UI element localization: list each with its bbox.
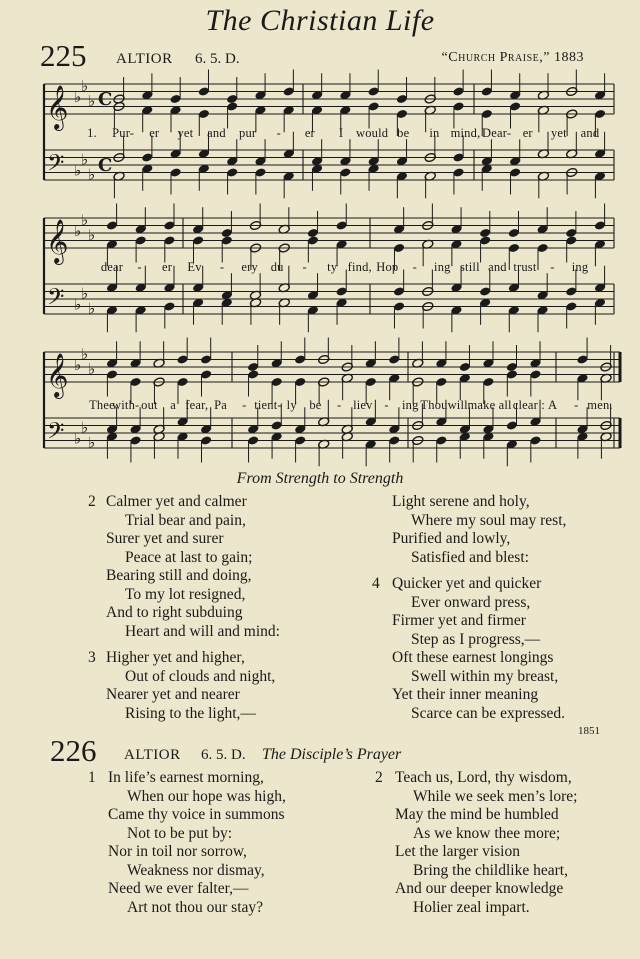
lyric-syllable: liev [353,398,373,412]
lyric-syllable: - [137,260,142,274]
verse-line: And to right subduing [106,604,243,621]
lyric-syllable: still [459,260,480,274]
bass-clef-icon: 𝄢 [47,150,65,182]
hymn-subtitle: The Disciple’s Prayer [262,746,402,763]
lyric-syllable: - [219,260,225,274]
flat-icon: ♭ [88,225,96,244]
flat-icon: ♭ [81,210,89,229]
lyric-syllable: - [574,398,579,412]
flat-icon: ♭ [81,150,89,169]
lyric-syllable: a [170,398,177,412]
lyric-syllable: in [429,126,440,140]
flat-icon: ♭ [88,165,96,184]
treble-clef-icon: 𝄞 [46,219,69,263]
treble-clef-icon: 𝄞 [46,85,69,129]
lyric-syllable: ing [401,398,419,412]
lyric-syllable: Dear- [482,126,512,140]
lyric-syllable: - [276,126,281,140]
verse-line: Out of clouds and night, [125,667,276,685]
lyric-syllable: Pur- [112,126,135,140]
lyric-syllable: - [412,260,417,274]
verse-line: Satisfied and blest: [411,548,529,566]
lyric-syllable: - [242,398,247,412]
lyric-syllable: Ev [187,260,202,274]
lyric-syllable: yet [550,126,567,140]
verse-line: And our deeper knowledge [395,880,564,897]
lyric-syllable: be [309,398,322,412]
verse-line: Teach us, Lord, thy wisdom, [395,769,572,786]
lyric-syllable: Hop [376,260,399,274]
lyric-syllable: tient- [254,398,282,412]
verse-line: Scarce can be expressed. [411,704,566,722]
common-time-icon: C [98,89,113,110]
lyric-syllable: will [447,398,468,412]
lyric-syllable: I [338,126,344,140]
verse-line: Let the larger vision [395,843,520,860]
lyric-syllable: and [488,260,507,274]
lyric-syllable: - [336,398,342,412]
verse-line: Quicker yet and quicker [392,575,542,592]
flat-icon: ♭ [74,429,82,448]
flat-icon: ♭ [74,295,82,314]
page-title: The Christian Life [205,4,435,37]
verse-line: Art not thou our stay? [127,898,264,916]
verse-line: As we know thee more; [413,824,561,842]
verse-line: Holier zeal impart. [413,898,530,916]
lyric-syllable: would [356,126,389,140]
lyric-syllable: mind, [450,126,481,140]
verse-line: Bring the childlike heart, [413,861,568,879]
verse-line: Oft these earnest longings [392,649,554,666]
lyric-syllable: find, [347,260,372,274]
lyric-syllable: fear, [185,398,209,412]
verse-line: Bearing still and doing, [106,567,252,584]
verse-line: Rising to the light,— [125,704,256,722]
verse-line: Surer yet and surer [106,530,224,547]
lyric-syllable: ty [327,260,338,274]
verse-line: Purified and lowly, [392,530,511,547]
verse-number: 2 [375,769,383,786]
lyric-syllable: and [580,126,600,140]
flat-icon: ♭ [88,359,96,378]
lyric-syllable: dear [100,260,124,274]
verse-line: Peace at last to gain; [125,548,253,566]
meter: 6. 5. D. [201,747,246,763]
verse-line: Nearer yet and nearer [106,686,240,703]
verse-line: Heart and will and mind: [125,622,280,640]
tune-name: ALTIOR [116,51,173,67]
hymn-subtitle: From Strength to Strength [236,470,404,487]
verse-line: Not to be put by: [127,824,233,842]
hymn-number: 226 [50,733,97,768]
verse-line: Where my soul may rest, [411,511,567,529]
lyric-syllable: er [161,260,173,274]
verse-number: 2 [88,493,96,510]
flat-icon: ♭ [81,284,89,303]
verse-line: When our hope was high, [127,787,286,805]
verse-line: Firmer yet and firmer [392,612,526,629]
lyric-syllable: Thou [420,398,448,412]
verse-line: To my lot resigned, [125,585,246,603]
verse-line: Swell within my breast, [411,667,559,685]
lyric-syllable: be [397,126,410,140]
verse-line: Weakness nor dismay, [127,861,265,879]
lyric-syllable: ing [571,260,589,274]
lyric-syllable: 1. [87,126,97,140]
lyric-syllable: er [304,126,315,140]
bass-clef-icon: 𝄢 [47,284,65,316]
verse-line: May the mind be humbled [395,806,559,823]
lyric-syllable: out [141,398,158,412]
flat-icon: ♭ [81,76,89,95]
verse-line: Trial bear and pain, [125,511,246,529]
verse-line: Ever onward press, [411,593,531,611]
lyric-syllable: yet [177,126,194,140]
flat-icon: ♭ [74,88,82,106]
flat-icon: ♭ [81,418,89,437]
lyric-syllable: all [498,398,512,412]
common-time-icon: C [98,155,113,176]
lyric-syllable: ly [286,398,297,412]
lyric-syllable: - [384,398,389,412]
lyric-syllable: pur [238,126,257,140]
flat-icon: ♭ [81,344,89,363]
verse-line: Nor in toil nor sorrow, [108,843,247,860]
verse-number: 3 [88,649,96,666]
bass-clef-icon: 𝄢 [47,418,65,450]
lyric-syllable: men. [587,398,613,412]
verse-line: Step as I progress,— [411,630,541,648]
lyric-syllable: clear : [512,398,545,412]
verse-line: Light serene and holy, [392,493,530,510]
verse-number: 1 [88,769,96,786]
verse-line: In life’s earnest morning, [108,769,264,786]
lyric-syllable: with- [112,398,140,412]
lyric-syllable: Thee [89,398,115,412]
verse-number: 4 [372,575,380,592]
lyric-syllable: and [207,126,226,140]
lyric-syllable: A [547,398,558,412]
lyric-syllable: Pa [214,398,228,412]
tune-name: ALTIOR [124,747,181,763]
flat-icon: ♭ [74,161,82,180]
lyric-syllable: - [302,260,307,274]
flat-icon: ♭ [88,433,96,452]
flat-icon: ♭ [88,91,96,110]
verse-line: Came thy voice in summons [108,806,285,823]
lyric-syllable: er [149,126,160,140]
verse-line: Yet their inner meaning [392,686,539,703]
verse-line: Calmer yet and calmer [106,493,247,510]
verse-line: Need we ever falter,— [108,880,249,897]
flat-icon: ♭ [74,356,82,374]
lyric-syllable: make [467,398,496,412]
hymn-source: “Church Praise,” 1883 [441,50,584,65]
author-year: 1851 [578,725,600,737]
verse-line: Higher yet and higher, [106,649,245,666]
meter: 6. 5. D. [195,51,240,67]
verse-line: While we seek men’s lore; [413,787,578,805]
lyric-syllable: - [550,260,555,274]
hymn-number: 225 [40,38,87,73]
lyric-syllable: er [522,126,533,140]
lyric-syllable: trust [513,260,537,274]
flat-icon: ♭ [74,222,82,240]
lyric-syllable: ery [241,260,258,274]
lyric-syllable: du [270,260,284,274]
lyric-syllable: ing [434,260,451,274]
treble-clef-icon: 𝄞 [46,353,69,397]
flat-icon: ♭ [88,299,96,318]
